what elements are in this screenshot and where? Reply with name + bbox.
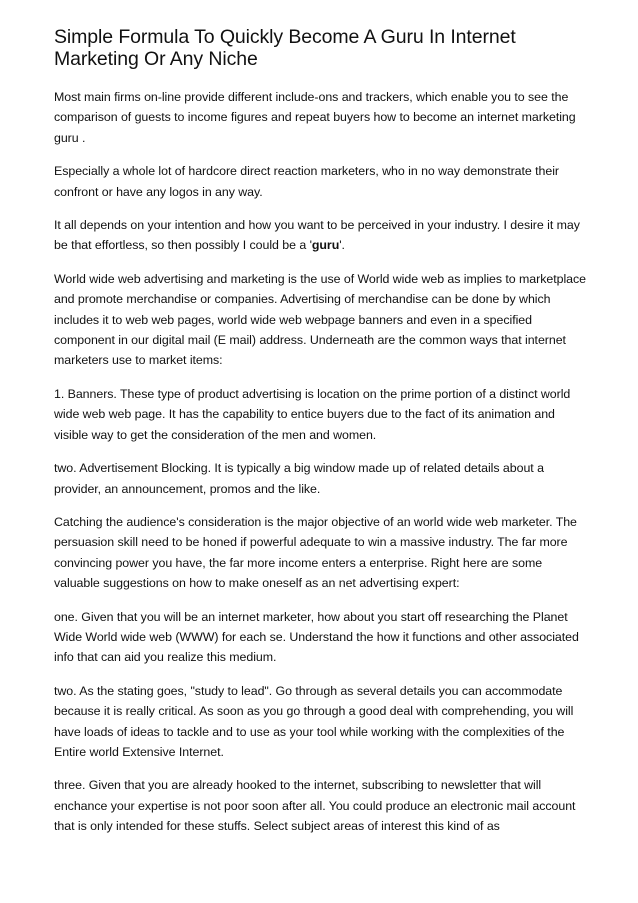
paragraph-10: three. Given that you are already hooked to the internet, subscribing to newsletter that will enchance your expertise is not poor soon after all. You could produce an electronic mail account that is only intended for these stuffs. Select subject areas of interest this kind of as (54, 778, 576, 834)
paragraph-7: Catching the audience's consideration is the major objective of an world wide web marketer. The persuasion skill need to be honed if powerful adequate to win a massive industry. The far more convincing power you have, the far more income enters a enterprise. Right here are some valuable suggestions on how to make oneself as an net advertising expert: (54, 514, 577, 591)
paragraph-4: World wide web advertising and marketing is the use of World wide web as implies to marketplace and promote merchandise or companies. Advertising of merchandise can be done by which includes it to web web pages, world wide web webpage banners and even in a specified component in our digital mail (E mail) address. Underneath are the common ways that internet marketers use to market items: (54, 271, 586, 368)
paragraph-9: two. As the stating goes, "study to lead". Go through as several details you can accommodate because it is really critical. As soon as you go through a good deal with comprehending, you will have loads of ideas to tackle and to use as your tool while working with the complexities of the Entire world Extensive Internet. (54, 683, 574, 759)
paragraph-5: 1. Banners. These type of product advertising is location on the prime portion of a distinct world wide web web page. It has the capability to entice buyers due to the fact of its animation and visible way to get the consideration of the men and women. (54, 386, 571, 442)
paragraph-6: two. Advertisement Blocking. It is typically a big window made up of related details about a provider, an announcement, promos and the like. (54, 461, 544, 496)
document-page (54, 26, 589, 850)
paragraph-3-before: It all depends on your intention and how you want to be perceived in your industry. I desire it may be that effortless, so then possibly I could be a ' (54, 218, 580, 253)
paragraph-1: Most main firms on-line provide different include-ons and trackers, which enable you to see the comparison of guests to income figures and repeat buyers how to become an internet marketing guru . (54, 90, 576, 145)
paragraph-3-after: '. (339, 238, 345, 253)
paragraph-2: Especially a whole lot of hardcore direct reaction marketers, who in no way demonstrate their confront or have any logos in any way. (54, 164, 559, 199)
paragraph-3 (54, 215, 589, 256)
guru-bold-word: guru (311, 238, 340, 253)
paragraph-8: one. Given that you will be an internet marketer, how about you start off researching the Planet Wide World wide web (WWW) for each se. Understand the how it functions and other associated info that can aid you realize this medium. (54, 609, 579, 665)
document-title: Simple Formula To Quickly Become A Guru In Internet Marketing Or Any Niche (54, 26, 516, 70)
